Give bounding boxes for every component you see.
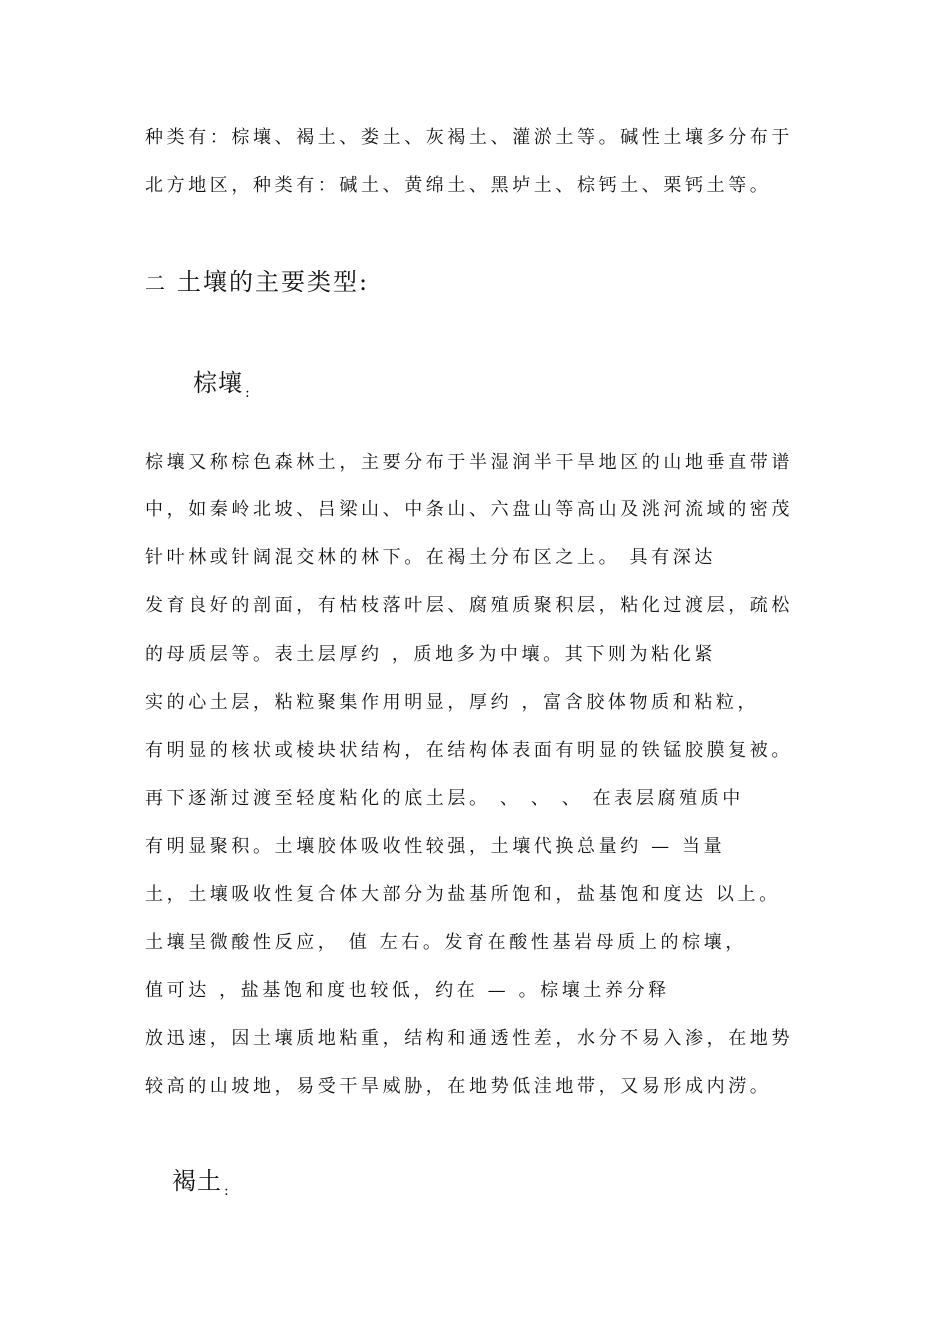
cinnamon-soil-heading — [172, 1166, 230, 1206]
brown-soil-line-3: 针叶林或针阔混交林的林下。在褐土分布区之上。 具有深达 — [145, 547, 716, 568]
brown-soil-line-4: 发育良好的剖面，有枯枝落叶层、腐殖质聚积层，粘化过渡层，疏松 — [145, 595, 793, 616]
brown-soil-line-9: 有明显聚积。土壤胶体吸收性较强，土壤代换总量约 — 当量 — [145, 836, 726, 857]
brown-soil-line-5: 的母质层等。表土层厚约 ，质地多为中壤。其下则为粘化紧 — [145, 644, 716, 665]
brown-soil-heading — [193, 368, 251, 408]
brown-soil-heading-colon: : — [245, 385, 251, 401]
brown-soil-line-1: 棕壤又称棕色森林土，主要分布于半湿润半干旱地区的山地垂直带谱 — [145, 452, 793, 473]
section-title: 土壤的主要类型: — [177, 268, 370, 296]
section-number: 二 — [145, 271, 167, 295]
brown-soil-line-14: 较高的山坡地，易受干旱威胁，在地势低洼地带，又易形成内涝。 — [145, 1076, 772, 1097]
brown-soil-line-11: 土壤呈微酸性反应， 值 左右。发育在酸性基岩母质上的棕壤， — [145, 932, 747, 953]
intro-line-2: 北方地区，种类有：碱土、黄绵土、黑垆土、棕钙土、栗钙土等。 — [145, 175, 772, 196]
brown-soil-line-10: 土，土壤吸收性复合体大部分为盐基所饱和，盐基饱和度达 以上。 — [145, 884, 781, 905]
cinnamon-soil-heading-colon: : — [224, 1183, 230, 1199]
cinnamon-soil-heading-text: 褐土 — [172, 1167, 222, 1195]
brown-soil-line-13: 放迅速，因土壤质地粘重，结构和通透性差，水分不易入渗，在地势 — [145, 1028, 793, 1049]
brown-soil-line-8: 再下逐渐过渡至轻度粘化的底土层。 、 、 、 在表层腐殖质中 — [145, 788, 744, 809]
brown-soil-heading-text: 棕壤 — [193, 369, 243, 397]
brown-soil-line-6: 实的心土层，粘粒聚集作用明显，厚约 ，富含胶体物质和粘粒， — [145, 692, 760, 713]
brown-soil-line-2: 中，如秦岭北坡、吕梁山、中条山、六盘山等高山及洮河流域的密茂 — [145, 499, 793, 520]
brown-soil-line-12: 值可达 ，盐基饱和度也较低，约在 — 。棕壤土养分释 — [145, 980, 670, 1001]
brown-soil-line-7: 有明显的核状或棱块状结构，在结构体表面有明显的铁锰胶膜复被。 — [145, 740, 793, 761]
section-heading — [145, 267, 369, 298]
intro-line-1: 种类有：棕壤、褐土、娄土、灰褐土、灌淤土等。碱性土壤多分布于 — [145, 127, 793, 148]
